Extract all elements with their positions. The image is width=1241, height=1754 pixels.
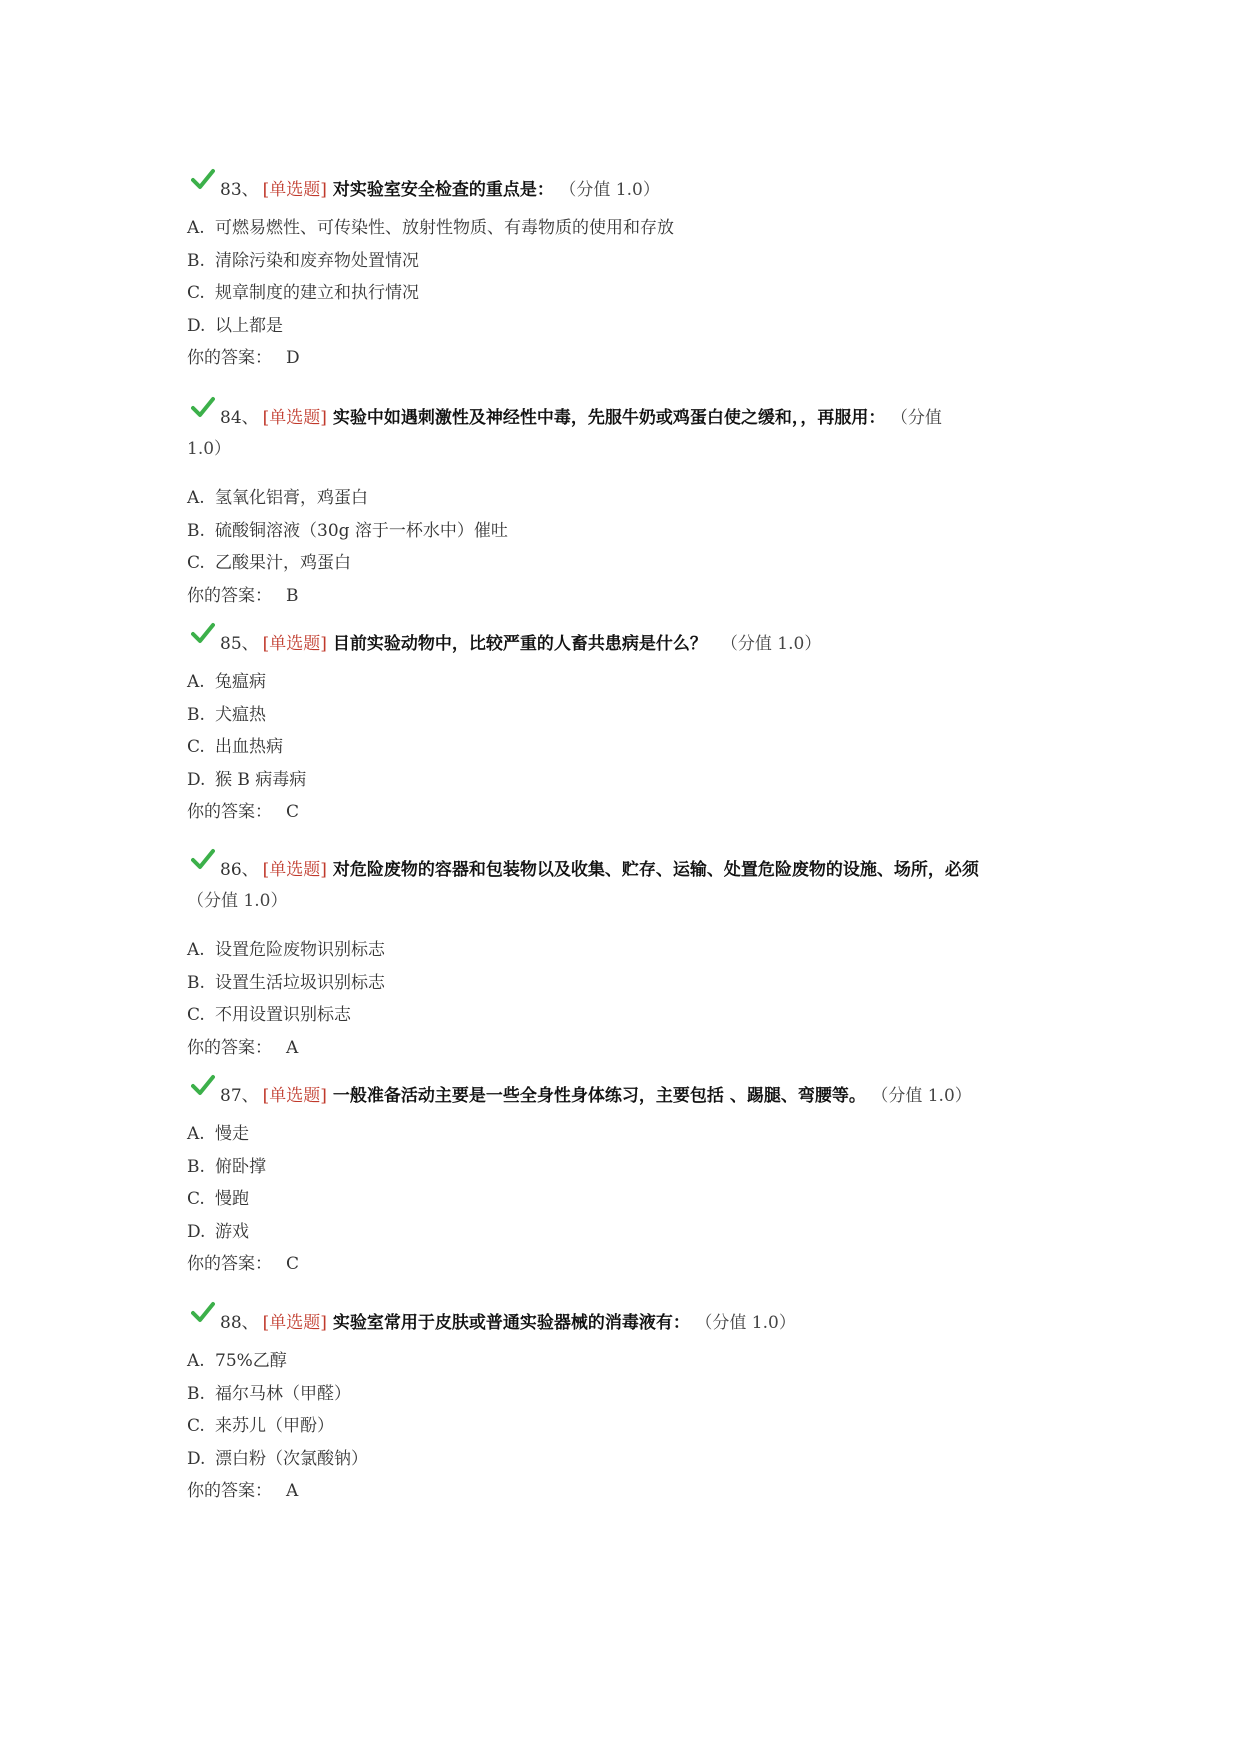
answer-label: 你的答案：	[187, 802, 272, 822]
option-text: 漂白粉（次氯酸钠）	[215, 1448, 368, 1469]
correct-check-icon	[191, 1301, 215, 1323]
question-title: 对实验室安全检查的重点是：	[332, 180, 554, 200]
question-score: （分值 1.0）	[703, 1313, 796, 1333]
question-type: [单选题]	[262, 860, 327, 880]
question-stem	[220, 1086, 972, 1106]
question-stem	[187, 397, 1060, 459]
question-number: 86、	[220, 860, 259, 880]
question-type: [单选题]	[262, 634, 327, 654]
question-title: 实验中如遇刺激性及神经性中毒，先服牛奶或鸡蛋白使之缓和，，再服用：	[332, 408, 886, 428]
option-letter: C.	[187, 1189, 205, 1209]
answer-value: A	[286, 1037, 299, 1058]
your-answer	[187, 1248, 1067, 1280]
your-answer	[187, 1032, 1067, 1064]
your-answer	[187, 796, 1067, 828]
question-title: 一般准备活动主要是一些全身性身体练习，主要包括 、踢腿、弯腰等。	[332, 1086, 866, 1106]
option-a	[187, 482, 1067, 515]
option-b	[187, 967, 1067, 1000]
question-score: （分值 1.0）	[720, 634, 822, 654]
question-stem	[220, 634, 821, 654]
option-letter: D.	[187, 315, 206, 336]
question-title: 对危险废物的容器和包装物以及收集、贮存、运输、处置危险废物的设施、场所，必须	[332, 860, 979, 880]
option-text: 清除污染和废弃物处置情况	[215, 250, 419, 271]
question-header	[187, 1301, 1067, 1345]
option-letter: A.	[187, 1351, 205, 1371]
option-d	[187, 310, 1067, 343]
option-text: 设置危险废物识别标志	[215, 940, 385, 960]
option-c	[187, 999, 1067, 1032]
option-text: 犬瘟热	[215, 704, 266, 725]
option-c	[187, 1183, 1067, 1216]
option-letter: A.	[187, 940, 205, 960]
option-b	[187, 1378, 1067, 1411]
question-title: 实验室常用于皮肤或普通实验器械的消毒液有：	[332, 1313, 690, 1333]
option-letter: B.	[187, 1383, 205, 1404]
option-letter: B.	[187, 972, 205, 993]
question-score-continued: 1.0）	[187, 439, 232, 459]
option-letter: D.	[187, 1448, 206, 1469]
question-84	[187, 396, 1067, 612]
question-stem	[187, 849, 1060, 911]
question-number: 84、	[220, 408, 259, 428]
question-86	[187, 848, 1067, 1064]
option-text: 规章制度的建立和执行情况	[215, 283, 419, 303]
your-answer	[187, 342, 1067, 374]
option-d	[187, 1443, 1067, 1476]
option-a	[187, 1345, 1067, 1378]
option-c	[187, 1410, 1067, 1443]
option-letter: A.	[187, 488, 205, 508]
option-text: 出血热病	[215, 737, 283, 757]
question-header	[187, 1074, 1067, 1118]
option-letter: A.	[187, 672, 205, 692]
option-a	[187, 934, 1067, 967]
option-text: 猴 B 病毒病	[215, 769, 307, 790]
option-letter: C.	[187, 283, 205, 303]
question-number: 88、	[220, 1313, 259, 1333]
option-letter: A.	[187, 218, 205, 238]
correct-check-icon	[191, 396, 215, 418]
option-b	[187, 1151, 1067, 1184]
option-letter: A.	[187, 1124, 205, 1144]
question-title: 目前实验动物中，比较严重的人畜共患病是什么？	[332, 634, 707, 654]
option-letter: C.	[187, 1416, 205, 1436]
your-answer	[187, 580, 1067, 612]
answer-value: D	[286, 348, 300, 368]
question-number: 85、	[220, 634, 259, 654]
question-83	[187, 168, 1067, 374]
correct-check-icon	[191, 848, 215, 870]
question-header	[187, 168, 1067, 212]
option-a	[187, 1118, 1067, 1151]
correct-check-icon	[191, 622, 215, 644]
answer-label: 你的答案：	[187, 1254, 272, 1274]
option-text: 游戏	[215, 1221, 249, 1242]
question-header	[187, 848, 1067, 934]
question-score: （分值 1.0）	[567, 180, 660, 200]
answer-label: 你的答案：	[187, 1037, 272, 1058]
option-text: 硫酸铜溶液（30g 溶于一杯水中）催吐	[215, 520, 508, 541]
question-number: 83、	[220, 180, 259, 200]
option-b	[187, 515, 1067, 548]
option-text: 氢氧化铝膏，鸡蛋白	[215, 488, 368, 508]
option-c	[187, 277, 1067, 310]
question-score: （分值 1.0）	[879, 1086, 972, 1106]
option-d	[187, 764, 1067, 797]
option-text: 慢跑	[215, 1189, 249, 1209]
answer-label: 你的答案：	[187, 1481, 272, 1501]
option-text: 可燃易燃性、可传染性、放射性物质、有毒物质的使用和存放	[215, 218, 674, 238]
question-85	[187, 622, 1067, 828]
correct-check-icon	[191, 168, 215, 190]
option-letter: B.	[187, 250, 205, 271]
option-letter: B.	[187, 1156, 205, 1177]
option-text: 设置生活垃圾识别标志	[215, 972, 385, 993]
option-c	[187, 547, 1067, 580]
answer-label: 你的答案：	[187, 585, 272, 606]
option-text: 来苏儿（甲酚）	[215, 1416, 334, 1436]
answer-value: C	[286, 802, 300, 822]
question-header	[187, 622, 1067, 666]
correct-check-icon	[191, 1074, 215, 1096]
option-text: 75%乙醇	[215, 1351, 287, 1371]
option-c	[187, 731, 1067, 764]
question-stem	[220, 180, 660, 200]
question-87	[187, 1074, 1067, 1280]
option-letter: D.	[187, 769, 206, 790]
option-text: 以上都是	[215, 315, 283, 336]
option-d	[187, 1216, 1067, 1249]
option-text: 俯卧撑	[215, 1156, 266, 1177]
answer-value: B	[286, 585, 299, 606]
question-type: [单选题]	[262, 1313, 327, 1333]
option-text: 不用设置识别标志	[215, 1005, 351, 1025]
question-stem	[220, 1313, 796, 1333]
question-type: [单选题]	[262, 408, 327, 428]
option-letter: D.	[187, 1221, 206, 1242]
question-type: [单选题]	[262, 180, 327, 200]
question-type: [单选题]	[262, 1086, 327, 1106]
option-letter: B.	[187, 704, 205, 725]
question-header	[187, 396, 1067, 482]
question-number: 87、	[220, 1086, 259, 1106]
option-a	[187, 212, 1067, 245]
option-b	[187, 245, 1067, 278]
option-text: 兔瘟病	[215, 672, 266, 692]
question-score: （分值 1.0）	[187, 891, 288, 911]
option-text: 乙酸果汁，鸡蛋白	[215, 553, 351, 573]
answer-value: A	[286, 1481, 299, 1501]
option-a	[187, 666, 1067, 699]
question-score: （分值	[899, 408, 942, 428]
question-88	[187, 1301, 1067, 1507]
option-letter: C.	[187, 553, 205, 573]
your-answer	[187, 1475, 1067, 1507]
option-text: 福尔马林（甲醛）	[215, 1383, 351, 1404]
option-letter: C.	[187, 1005, 205, 1025]
answer-label: 你的答案：	[187, 348, 272, 368]
option-text: 慢走	[215, 1124, 249, 1144]
answer-value: C	[286, 1254, 300, 1274]
option-b	[187, 699, 1067, 732]
option-letter: C.	[187, 737, 205, 757]
option-letter: B.	[187, 520, 205, 541]
